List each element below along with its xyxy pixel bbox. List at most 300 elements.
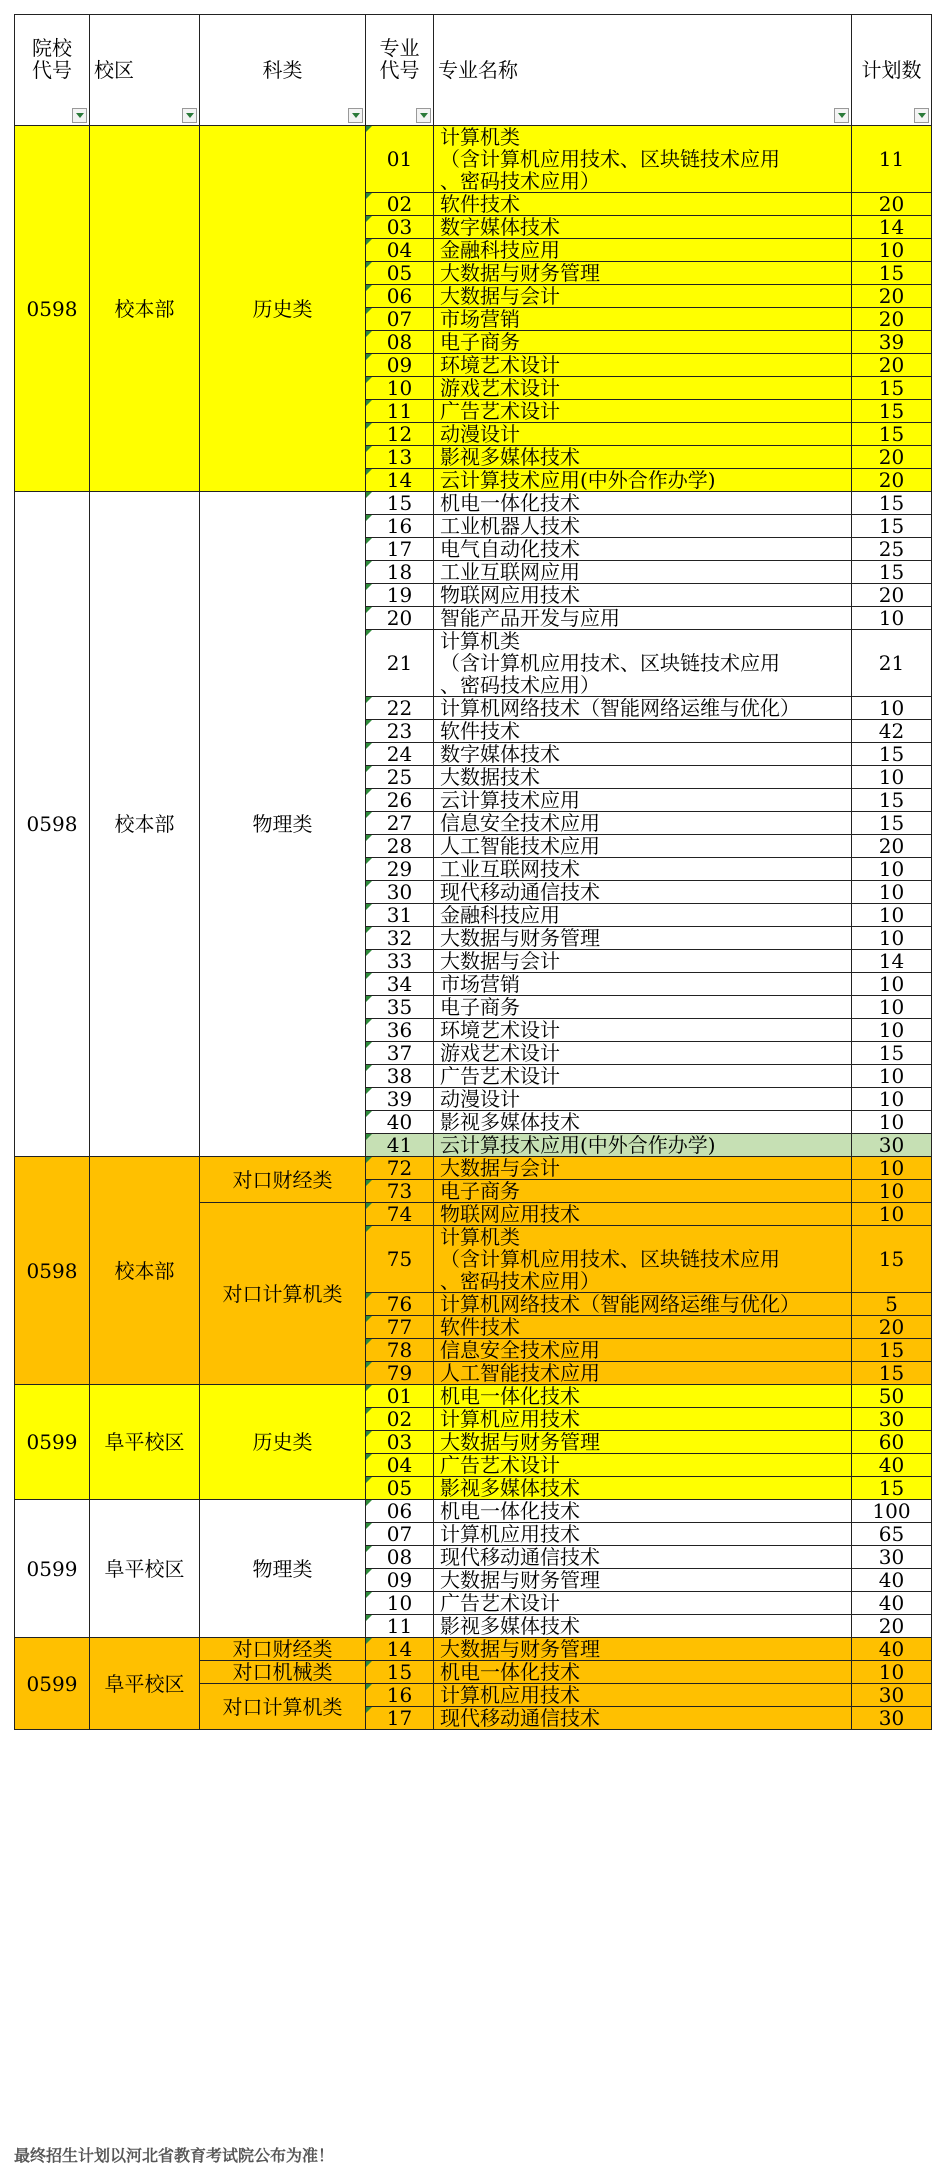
school-code-cell[interactable]: 0599 [15, 1500, 90, 1638]
category-cell[interactable]: 对口计算机类 [200, 1684, 366, 1730]
major-name-cell[interactable]: 云计算技术应用 [434, 789, 852, 812]
major-code-cell[interactable] [366, 1134, 434, 1157]
table-row [15, 492, 932, 515]
header-major-name[interactable]: 专业名称 [434, 15, 852, 126]
major-code-text: 11 [386, 1614, 413, 1638]
plan-count-cell[interactable]: 20 [852, 446, 932, 469]
major-code-cell[interactable] [366, 423, 434, 446]
text-number-indicator-icon [366, 1019, 372, 1025]
header-campus[interactable]: 校区 [90, 15, 200, 126]
enrollment-plan-table [14, 14, 932, 1730]
major-name-cell[interactable]: 人工智能技术应用 [434, 1362, 852, 1385]
table-row [15, 126, 932, 193]
category-cell[interactable]: 对口财经类 [200, 1638, 366, 1661]
plan-count-cell[interactable]: 15 [852, 789, 932, 812]
plan-count-cell[interactable]: 15 [852, 1226, 932, 1293]
text-number-indicator-icon [366, 720, 372, 726]
plan-count-cell[interactable]: 40 [852, 1638, 932, 1661]
major-code-cell[interactable] [366, 262, 434, 285]
major-code-cell[interactable] [366, 1226, 434, 1293]
plan-count-cell[interactable]: 10 [852, 766, 932, 789]
major-code-cell[interactable] [366, 1203, 434, 1226]
major-code-text: 03 [386, 1430, 413, 1454]
text-number-indicator-icon [366, 446, 372, 452]
major-code-cell[interactable] [366, 789, 434, 812]
plan-count-cell[interactable]: 15 [852, 743, 932, 766]
major-code-cell[interactable] [366, 697, 434, 720]
major-name-cell[interactable]: 广告艺术设计 [434, 1454, 852, 1477]
major-code-cell[interactable] [366, 584, 434, 607]
category-cell[interactable]: 历史类 [200, 126, 366, 492]
major-name-cell[interactable]: 计算机网络技术（智能网络运维与优化） [434, 1293, 852, 1316]
plan-count-cell[interactable]: 10 [852, 1203, 932, 1226]
major-code-cell[interactable] [366, 1339, 434, 1362]
category-cell[interactable]: 物理类 [200, 492, 366, 1157]
campus-cell[interactable]: 阜平校区 [90, 1385, 200, 1500]
filter-dropdown-icon[interactable] [348, 108, 363, 123]
major-code-cell[interactable] [366, 400, 434, 423]
major-code-cell[interactable] [366, 1684, 434, 1707]
major-name-cell[interactable]: 广告艺术设计 [434, 400, 852, 423]
major-name-cell[interactable]: 软件技术 [434, 720, 852, 743]
major-name-cell[interactable]: 电子商务 [434, 996, 852, 1019]
major-code-text: 01 [386, 147, 413, 171]
text-number-indicator-icon [366, 1088, 372, 1094]
header-major-code[interactable]: 专业 代号 [366, 15, 434, 126]
plan-count-cell[interactable]: 10 [852, 1661, 932, 1684]
plan-count-cell[interactable]: 20 [852, 193, 932, 216]
major-code-text: 09 [386, 1568, 413, 1592]
category-cell[interactable]: 对口机械类 [200, 1661, 366, 1684]
text-number-indicator-icon [366, 812, 372, 818]
major-code-cell[interactable] [366, 446, 434, 469]
plan-count-cell[interactable]: 40 [852, 1454, 932, 1477]
plan-count-cell[interactable]: 15 [852, 515, 932, 538]
major-name-cell[interactable]: 计算机类 （含计算机应用技术、区块链技术应用 、密码技术应用） [434, 630, 852, 697]
major-name-cell[interactable]: 影视多媒体技术 [434, 1477, 852, 1500]
major-code-cell[interactable] [366, 1546, 434, 1569]
major-code-cell[interactable] [366, 1431, 434, 1454]
major-code-cell[interactable] [366, 1707, 434, 1730]
major-name-cell[interactable]: 工业机器人技术 [434, 515, 852, 538]
major-name-cell[interactable]: 大数据与财务管理 [434, 927, 852, 950]
major-code-cell[interactable] [366, 561, 434, 584]
text-number-indicator-icon [366, 193, 372, 199]
major-name-cell[interactable]: 大数据与会计 [434, 285, 852, 308]
major-name-cell[interactable]: 广告艺术设计 [434, 1592, 852, 1615]
major-name-cell[interactable]: 市场营销 [434, 973, 852, 996]
plan-count-cell[interactable]: 15 [852, 400, 932, 423]
plan-count-cell[interactable]: 10 [852, 881, 932, 904]
text-number-indicator-icon [366, 538, 372, 544]
plan-count-cell[interactable]: 20 [852, 308, 932, 331]
campus-cell[interactable]: 校本部 [90, 492, 200, 1157]
text-number-indicator-icon [366, 400, 372, 406]
major-name-cell[interactable]: 计算机网络技术（智能网络运维与优化） [434, 697, 852, 720]
text-number-indicator-icon [366, 584, 372, 590]
major-code-text: 06 [386, 284, 413, 308]
major-name-cell[interactable]: 数字媒体技术 [434, 216, 852, 239]
major-code-cell[interactable] [366, 950, 434, 973]
major-code-cell[interactable] [366, 331, 434, 354]
plan-count-cell[interactable]: 14 [852, 950, 932, 973]
plan-count-cell[interactable]: 10 [852, 1019, 932, 1042]
plan-count-cell[interactable]: 40 [852, 1592, 932, 1615]
major-name-cell[interactable]: 大数据与财务管理 [434, 262, 852, 285]
major-name-cell[interactable]: 计算机类 （含计算机应用技术、区块链技术应用 、密码技术应用） [434, 126, 852, 193]
campus-cell[interactable]: 阜平校区 [90, 1638, 200, 1730]
text-number-indicator-icon [366, 1477, 372, 1483]
major-code-cell[interactable] [366, 607, 434, 630]
campus-cell[interactable]: 校本部 [90, 126, 200, 492]
campus-cell[interactable]: 校本部 [90, 1157, 200, 1385]
major-code-cell[interactable] [366, 1316, 434, 1339]
major-code-text: 30 [386, 880, 413, 904]
plan-count-cell[interactable]: 100 [852, 1500, 932, 1523]
plan-count-cell[interactable]: 40 [852, 1569, 932, 1592]
text-number-indicator-icon [366, 515, 372, 521]
major-code-cell[interactable] [366, 1615, 434, 1638]
text-number-indicator-icon [366, 607, 372, 613]
major-code-cell[interactable] [366, 469, 434, 492]
major-name-cell[interactable]: 大数据与会计 [434, 950, 852, 973]
major-name-cell[interactable]: 软件技术 [434, 1316, 852, 1339]
major-name-cell[interactable]: 大数据与财务管理 [434, 1569, 852, 1592]
major-name-cell[interactable]: 现代移动通信技术 [434, 1707, 852, 1730]
text-number-indicator-icon [366, 1042, 372, 1048]
major-code-text: 24 [386, 742, 413, 766]
major-name-cell[interactable]: 数字媒体技术 [434, 743, 852, 766]
major-code-text: 21 [386, 651, 413, 675]
major-name-cell[interactable]: 广告艺术设计 [434, 1065, 852, 1088]
major-code-cell[interactable] [366, 1180, 434, 1203]
major-code-text: 31 [386, 903, 413, 927]
major-name-cell[interactable]: 影视多媒体技术 [434, 1615, 852, 1638]
major-code-text: 04 [386, 1453, 413, 1477]
plan-count-cell[interactable]: 15 [852, 812, 932, 835]
plan-count-cell[interactable]: 60 [852, 1431, 932, 1454]
major-code-cell[interactable] [366, 1638, 434, 1661]
major-code-text: 04 [386, 238, 413, 262]
major-name-cell[interactable]: 计算机应用技术 [434, 1684, 852, 1707]
major-code-cell[interactable] [366, 1477, 434, 1500]
major-code-cell[interactable] [366, 1569, 434, 1592]
campus-cell[interactable]: 阜平校区 [90, 1500, 200, 1638]
major-name-cell[interactable]: 云计算技术应用(中外合作办学) [434, 469, 852, 492]
major-code-cell[interactable] [366, 743, 434, 766]
major-code-cell[interactable] [366, 927, 434, 950]
filter-dropdown-icon[interactable] [416, 108, 431, 123]
plan-count-cell[interactable]: 20 [852, 1316, 932, 1339]
plan-count-cell[interactable]: 15 [852, 377, 932, 400]
text-number-indicator-icon [366, 1707, 372, 1713]
plan-count-cell[interactable]: 15 [852, 492, 932, 515]
major-code-cell[interactable] [366, 354, 434, 377]
plan-count-cell[interactable]: 30 [852, 1684, 932, 1707]
plan-count-cell[interactable]: 20 [852, 835, 932, 858]
plan-count-cell[interactable]: 20 [852, 285, 932, 308]
major-code-text: 23 [386, 719, 413, 743]
category-cell[interactable]: 对口财经类 [200, 1157, 366, 1203]
major-code-text: 20 [386, 606, 413, 630]
header-school-code[interactable]: 院校 代号 [15, 15, 90, 126]
major-name-cell[interactable]: 机电一体化技术 [434, 1661, 852, 1684]
major-name-cell[interactable]: 影视多媒体技术 [434, 446, 852, 469]
header-category[interactable]: 科类 [200, 15, 366, 126]
text-number-indicator-icon [366, 697, 372, 703]
major-name-cell[interactable]: 计算机应用技术 [434, 1408, 852, 1431]
plan-count-cell[interactable]: 15 [852, 561, 932, 584]
major-code-cell[interactable] [366, 1408, 434, 1431]
footnote: 最终招生计划以河北省教育考试院公布为准！ [14, 2146, 335, 2165]
plan-count-cell[interactable]: 10 [852, 1111, 932, 1134]
table-row [15, 1157, 932, 1180]
major-code-cell[interactable] [366, 996, 434, 1019]
major-code-text: 26 [386, 788, 413, 812]
major-code-cell[interactable] [366, 1362, 434, 1385]
plan-count-cell[interactable]: 10 [852, 973, 932, 996]
major-code-cell[interactable] [366, 1065, 434, 1088]
major-name-cell[interactable]: 游戏艺术设计 [434, 377, 852, 400]
school-code-cell[interactable]: 0598 [15, 126, 90, 492]
major-code-cell[interactable] [366, 812, 434, 835]
filter-dropdown-icon[interactable] [182, 108, 197, 123]
text-number-indicator-icon [366, 743, 372, 749]
major-code-cell[interactable] [366, 239, 434, 262]
major-code-text: 25 [386, 765, 413, 789]
filter-dropdown-icon[interactable] [834, 108, 849, 123]
category-cell[interactable]: 对口计算机类 [200, 1203, 366, 1385]
text-number-indicator-icon [366, 1134, 372, 1140]
plan-count-cell[interactable]: 15 [852, 1362, 932, 1385]
major-code-cell[interactable] [366, 766, 434, 789]
major-name-cell[interactable]: 现代移动通信技术 [434, 881, 852, 904]
plan-count-cell[interactable]: 21 [852, 630, 932, 697]
major-code-cell[interactable] [366, 973, 434, 996]
major-code-cell[interactable] [366, 835, 434, 858]
major-code-cell[interactable] [366, 858, 434, 881]
major-name-cell[interactable]: 游戏艺术设计 [434, 1042, 852, 1065]
major-name-cell[interactable]: 动漫设计 [434, 423, 852, 446]
major-code-cell[interactable] [366, 1111, 434, 1134]
major-code-text: 78 [386, 1338, 413, 1362]
text-number-indicator-icon [366, 262, 372, 268]
major-code-text: 74 [386, 1202, 413, 1226]
text-number-indicator-icon [366, 927, 372, 933]
major-code-cell[interactable] [366, 1592, 434, 1615]
plan-count-cell[interactable]: 10 [852, 239, 932, 262]
text-number-indicator-icon [366, 492, 372, 498]
plan-count-cell[interactable]: 50 [852, 1385, 932, 1408]
major-name-cell[interactable]: 信息安全技术应用 [434, 812, 852, 835]
major-name-cell[interactable]: 环境艺术设计 [434, 354, 852, 377]
major-code-text: 77 [386, 1315, 413, 1339]
major-code-text: 72 [386, 1156, 413, 1180]
major-name-cell[interactable]: 电气自动化技术 [434, 538, 852, 561]
text-number-indicator-icon [366, 1661, 372, 1667]
major-name-cell[interactable]: 大数据与财务管理 [434, 1638, 852, 1661]
plan-count-cell[interactable]: 30 [852, 1707, 932, 1730]
major-code-cell[interactable] [366, 308, 434, 331]
major-code-cell[interactable] [366, 1385, 434, 1408]
major-code-cell[interactable] [366, 377, 434, 400]
plan-count-cell[interactable]: 10 [852, 1088, 932, 1111]
major-name-cell[interactable]: 大数据技术 [434, 766, 852, 789]
plan-count-cell[interactable]: 65 [852, 1523, 932, 1546]
text-number-indicator-icon [366, 766, 372, 772]
major-name-cell[interactable]: 云计算技术应用(中外合作办学) [434, 1134, 852, 1157]
major-code-text: 29 [386, 857, 413, 881]
header-plan[interactable]: 计划数 [852, 15, 932, 126]
major-code-cell[interactable] [366, 492, 434, 515]
major-name-cell[interactable]: 动漫设计 [434, 1088, 852, 1111]
plan-count-cell[interactable]: 30 [852, 1134, 932, 1157]
plan-count-cell[interactable]: 5 [852, 1293, 932, 1316]
plan-count-cell[interactable]: 10 [852, 904, 932, 927]
major-code-cell[interactable] [366, 720, 434, 743]
text-number-indicator-icon [366, 1180, 372, 1186]
school-code-cell[interactable]: 0598 [15, 492, 90, 1157]
major-name-cell[interactable]: 大数据与会计 [434, 1157, 852, 1180]
text-number-indicator-icon [366, 1385, 372, 1391]
major-code-cell[interactable] [366, 285, 434, 308]
major-code-cell[interactable] [366, 193, 434, 216]
major-name-cell[interactable]: 电子商务 [434, 331, 852, 354]
major-code-cell[interactable] [366, 515, 434, 538]
plan-count-cell[interactable]: 20 [852, 584, 932, 607]
text-number-indicator-icon [366, 1569, 372, 1575]
plan-count-cell[interactable]: 10 [852, 858, 932, 881]
major-code-text: 33 [386, 949, 413, 973]
plan-count-cell[interactable]: 10 [852, 1157, 932, 1180]
plan-count-cell[interactable]: 15 [852, 423, 932, 446]
major-code-cell[interactable] [366, 538, 434, 561]
plan-count-cell[interactable]: 10 [852, 996, 932, 1019]
major-code-text: 73 [386, 1179, 413, 1203]
plan-count-cell[interactable]: 30 [852, 1546, 932, 1569]
major-code-text: 16 [386, 1683, 413, 1707]
major-name-cell[interactable]: 软件技术 [434, 193, 852, 216]
major-name-cell[interactable]: 机电一体化技术 [434, 1385, 852, 1408]
major-code-cell[interactable] [366, 126, 434, 193]
major-code-text: 76 [386, 1292, 413, 1316]
plan-count-cell[interactable]: 15 [852, 262, 932, 285]
filter-dropdown-icon[interactable] [914, 108, 929, 123]
filter-dropdown-icon[interactable] [72, 108, 87, 123]
major-code-cell[interactable] [366, 1454, 434, 1477]
plan-count-cell[interactable]: 15 [852, 1477, 932, 1500]
major-name-cell[interactable]: 市场营销 [434, 308, 852, 331]
major-code-cell[interactable] [366, 1293, 434, 1316]
major-code-text: 75 [386, 1247, 413, 1271]
text-number-indicator-icon [366, 285, 372, 291]
text-number-indicator-icon [366, 630, 372, 636]
major-code-text: 34 [386, 972, 413, 996]
major-name-cell[interactable]: 物联网应用技术 [434, 584, 852, 607]
school-code-cell[interactable]: 0599 [15, 1638, 90, 1730]
plan-count-cell[interactable]: 39 [852, 331, 932, 354]
major-code-cell[interactable] [366, 1019, 434, 1042]
major-name-cell[interactable]: 电子商务 [434, 1180, 852, 1203]
plan-count-cell[interactable]: 10 [852, 1180, 932, 1203]
major-code-text: 06 [386, 1499, 413, 1523]
plan-count-cell[interactable]: 10 [852, 927, 932, 950]
text-number-indicator-icon [366, 1408, 372, 1414]
major-name-cell[interactable]: 计算机应用技术 [434, 1523, 852, 1546]
major-code-cell[interactable] [366, 1157, 434, 1180]
major-name-cell[interactable]: 机电一体化技术 [434, 1500, 852, 1523]
major-name-cell[interactable]: 大数据与财务管理 [434, 1431, 852, 1454]
plan-count-cell[interactable]: 20 [852, 1615, 932, 1638]
plan-count-cell[interactable]: 10 [852, 697, 932, 720]
major-code-text: 02 [386, 192, 413, 216]
plan-count-cell[interactable]: 10 [852, 607, 932, 630]
major-name-cell[interactable]: 影视多媒体技术 [434, 1111, 852, 1134]
major-name-cell[interactable]: 金融科技应用 [434, 239, 852, 262]
plan-count-cell[interactable]: 30 [852, 1408, 932, 1431]
major-code-text: 39 [386, 1087, 413, 1111]
major-name-cell[interactable]: 信息安全技术应用 [434, 1339, 852, 1362]
school-code-cell[interactable]: 0598 [15, 1157, 90, 1385]
text-number-indicator-icon [366, 1157, 372, 1163]
major-code-text: 16 [386, 514, 413, 538]
category-cell[interactable]: 历史类 [200, 1385, 366, 1500]
major-code-cell[interactable] [366, 1523, 434, 1546]
major-code-cell[interactable] [366, 1088, 434, 1111]
plan-count-cell[interactable]: 10 [852, 1065, 932, 1088]
major-name-cell[interactable]: 环境艺术设计 [434, 1019, 852, 1042]
major-code-text: 08 [386, 1545, 413, 1569]
major-code-cell[interactable] [366, 1661, 434, 1684]
major-name-cell[interactable]: 工业互联网技术 [434, 858, 852, 881]
major-name-cell[interactable]: 物联网应用技术 [434, 1203, 852, 1226]
major-code-text: 18 [386, 560, 413, 584]
major-code-cell[interactable] [366, 1500, 434, 1523]
text-number-indicator-icon [366, 904, 372, 910]
major-code-cell[interactable] [366, 881, 434, 904]
major-name-cell[interactable]: 智能产品开发与应用 [434, 607, 852, 630]
plan-count-cell[interactable]: 15 [852, 1339, 932, 1362]
major-code-text: 03 [386, 215, 413, 239]
major-name-cell[interactable]: 金融科技应用 [434, 904, 852, 927]
major-name-cell[interactable]: 现代移动通信技术 [434, 1546, 852, 1569]
major-name-cell[interactable]: 计算机类 （含计算机应用技术、区块链技术应用 、密码技术应用） [434, 1226, 852, 1293]
plan-count-cell[interactable]: 20 [852, 469, 932, 492]
major-name-cell[interactable]: 人工智能技术应用 [434, 835, 852, 858]
major-name-cell[interactable]: 工业互联网应用 [434, 561, 852, 584]
plan-count-cell[interactable]: 25 [852, 538, 932, 561]
major-code-cell[interactable] [366, 1042, 434, 1065]
major-name-cell[interactable]: 机电一体化技术 [434, 492, 852, 515]
school-code-cell[interactable]: 0599 [15, 1385, 90, 1500]
major-code-cell[interactable] [366, 216, 434, 239]
major-code-cell[interactable] [366, 904, 434, 927]
text-number-indicator-icon [366, 331, 372, 337]
plan-count-cell[interactable]: 11 [852, 126, 932, 193]
text-number-indicator-icon [366, 996, 372, 1002]
plan-count-cell[interactable]: 42 [852, 720, 932, 743]
plan-count-cell[interactable]: 15 [852, 1042, 932, 1065]
plan-count-cell[interactable]: 20 [852, 354, 932, 377]
plan-count-cell[interactable]: 14 [852, 216, 932, 239]
text-number-indicator-icon [366, 1226, 372, 1232]
major-code-text: 07 [386, 1522, 413, 1546]
major-code-text: 79 [386, 1361, 413, 1385]
category-cell[interactable]: 物理类 [200, 1500, 366, 1638]
text-number-indicator-icon [366, 1523, 372, 1529]
major-code-text: 08 [386, 330, 413, 354]
major-code-cell[interactable] [366, 630, 434, 697]
